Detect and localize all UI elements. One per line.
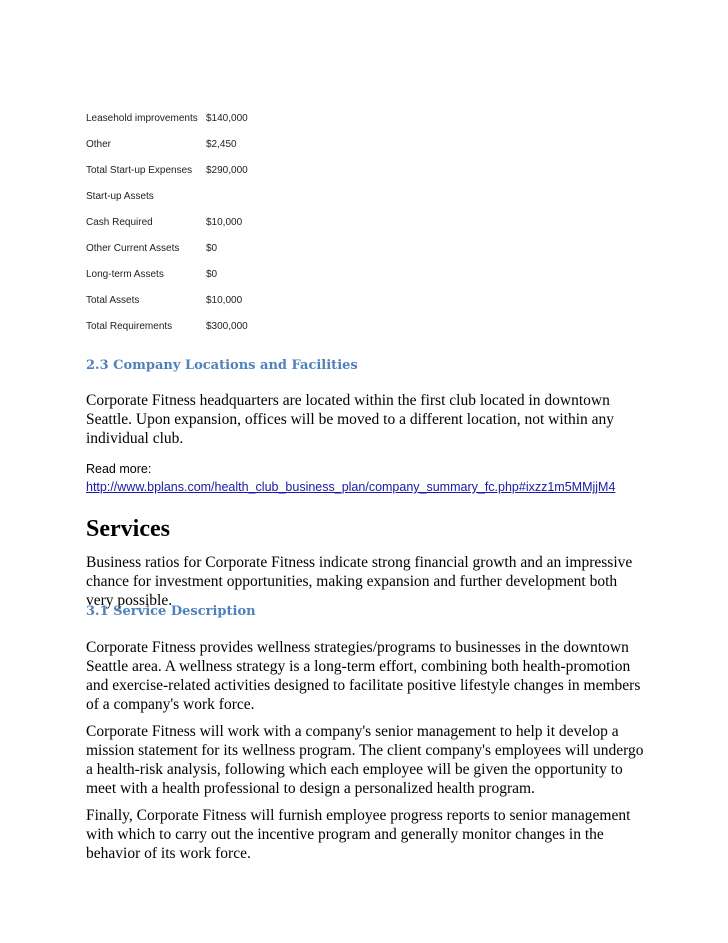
row-label: Other Current Assets: [86, 243, 180, 254]
row-label: Other: [86, 139, 112, 150]
row-label: Total Assets: [86, 295, 140, 306]
row-label: Long-term Assets: [86, 269, 164, 280]
table-row: [86, 292, 386, 318]
row-label: Start-up Assets: [86, 191, 154, 202]
table-row: [86, 136, 386, 162]
row-label: Cash Required: [86, 217, 153, 228]
read-more-label: Read more:: [86, 462, 152, 476]
table-row: [86, 214, 386, 240]
read-more-block: [86, 460, 615, 496]
table-row: [86, 188, 386, 214]
service-description-paragraph-3: [86, 806, 646, 863]
paragraph: Corporate Fitness provides wellness strategies/programs to businesses in the downtown Seattle area. A wellness strategy is a long-term effort, combining both health-promotion and exercise-related activities designed to facilitate positive lifestyle changes in members of a company's work force.: [86, 639, 641, 713]
paragraph: Corporate Fitness will work with a company's senior management to help it develop a mission statement for its wellness program. The client company's employees will undergo a health-risk analysis, following which each employee will be given the opportunity to meet with a health professional to design a personalized health program.: [86, 723, 644, 797]
row-value: $2,450: [206, 139, 237, 150]
row-value: $300,000: [206, 321, 248, 332]
locations-paragraph: [86, 391, 646, 448]
service-description-paragraph-2: [86, 722, 646, 798]
startup-summary-table: [86, 110, 386, 344]
table-row: [86, 162, 386, 188]
row-label: Leasehold improvements: [86, 113, 198, 124]
row-label: Total Start-up Expenses: [86, 165, 193, 176]
row-value: $290,000: [206, 165, 248, 176]
table-row: [86, 266, 386, 292]
table-row: [86, 318, 386, 344]
row-label: Total Requirements: [86, 321, 173, 332]
section-heading-service-description: 3.1 Service Description: [86, 604, 256, 619]
section-heading-locations: 2.3 Company Locations and Facilities: [86, 358, 358, 373]
row-value: $0: [206, 243, 218, 254]
row-value: $0: [206, 269, 218, 280]
row-value: $10,000: [206, 295, 243, 306]
paragraph: Business ratios for Corporate Fitness indicate strong financial growth and an impressive chance for investment opportunities, making expansion and further development both very possible.: [86, 554, 633, 609]
services-heading: Services: [86, 516, 170, 542]
paragraph: Finally, Corporate Fitness will furnish employee progress reports to senior management with which to carry out the incentive program and generally monitor changes in the behavior of its work force.: [86, 807, 631, 862]
table-row: [86, 240, 386, 266]
paragraph: Corporate Fitness headquarters are located within the first club located in downtown Seattle. Upon expansion, offices will be moved to a different location, not within any individual club.: [86, 392, 615, 447]
table-row: [86, 110, 386, 136]
service-description-paragraph-1: [86, 638, 646, 714]
row-value: $10,000: [206, 217, 243, 228]
read-more-link[interactable]: http://www.bplans.com/health_club_business_plan/company_summary_fc.php#ixzz1m5MMjjM4: [86, 480, 616, 494]
services-paragraph: [86, 553, 646, 610]
row-value: $140,000: [206, 113, 248, 124]
